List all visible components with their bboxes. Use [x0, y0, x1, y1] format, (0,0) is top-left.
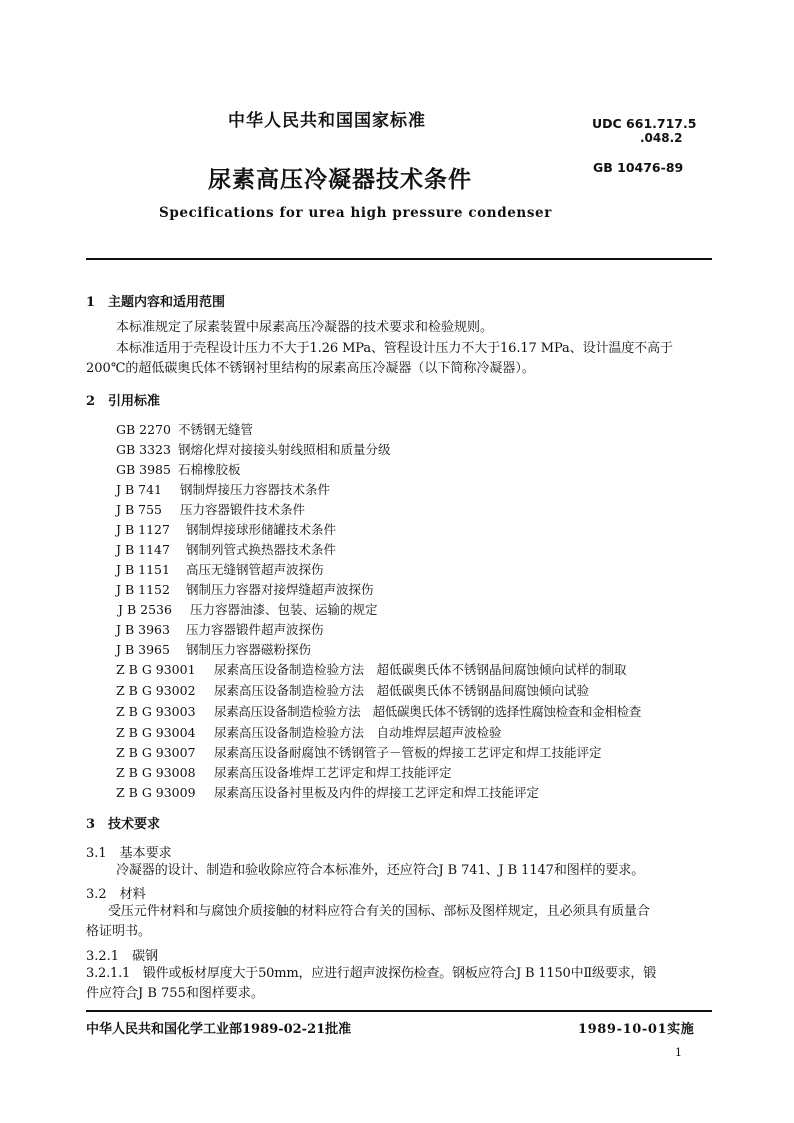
reference-title: 尿素高压设备制造检验方法 超低碳奥氏体不锈钢晶间腐蚀倾向试样的制取: [214, 662, 627, 677]
issuing-authority: 中华人民共和国国家标准: [228, 111, 426, 131]
reference-item: [116, 500, 305, 518]
reference-item: [116, 681, 589, 699]
udc-code-line2: .048.2: [640, 131, 683, 145]
reference-item: [116, 420, 253, 438]
reference-code: J B 2536: [118, 602, 172, 617]
reference-code: J B 1147: [116, 542, 170, 557]
reference-title: 压力容器锻件超声波探伤: [186, 622, 324, 637]
section-1-paragraph-2-line-2: 200℃的超低碳奥氏体不锈钢衬里结构的尿素高压冷凝器（以下简称冷凝器）。: [86, 361, 535, 376]
subsection-3-1-heading: 3.1 基本要求: [86, 846, 172, 861]
section-1-paragraph-2-line-1: 本标准适用于壳程设计压力不大于1.26 MPa、管程设计压力不大于16.17 MPa、设计温度不高于: [116, 341, 673, 356]
reference-item: [116, 460, 241, 478]
reference-item: [116, 743, 602, 761]
reference-item: [116, 723, 502, 741]
reference-item: [116, 480, 330, 498]
section-2-heading: 2 引用标准: [86, 394, 161, 409]
footer-divider: [86, 1010, 712, 1012]
header-divider: [86, 258, 712, 260]
document-title-cn: 尿素高压冷凝器技术条件: [208, 166, 472, 193]
reference-title: 尿素高压设备制造检验方法 自动堆焊层超声波检验: [214, 725, 502, 740]
reference-code: J B 1127: [116, 522, 170, 537]
reference-title: 钢制压力容器对接焊缝超声波探伤: [186, 582, 374, 597]
reference-title: 不锈钢无缝管: [178, 422, 254, 437]
reference-code: Z B G 93001: [116, 662, 196, 677]
reference-item: [116, 520, 336, 538]
reference-title: 尿素高压设备堆焊工艺评定和焊工技能评定: [214, 765, 452, 780]
reference-title: 尿素高压设备耐腐蚀不锈钢管子－管板的焊接工艺评定和焊工技能评定: [214, 745, 602, 760]
subsection-3-2-heading: 3.2 材料: [86, 887, 146, 902]
subsection-3-2-1-heading: 3.2.1 碳钢: [86, 949, 159, 964]
page-number: 1: [675, 1046, 682, 1059]
reference-item: [116, 440, 391, 458]
reference-item: [116, 620, 324, 638]
reference-code: Z B G 93002: [116, 683, 196, 698]
reference-code: J B 3963: [116, 622, 170, 637]
reference-item: [116, 580, 374, 598]
section-1-heading: 1 主题内容和适用范围: [86, 295, 226, 310]
reference-item: [116, 783, 539, 801]
subsection-3-2-text-line-2: 格证明书。: [86, 924, 152, 939]
clause-3-2-1-1-line-1: 3.2.1.1 锻件或板材厚度大于50mm，应进行超声波探伤检查。钢板应符合J B 1150中Ⅱ级要求，锻: [86, 966, 657, 981]
reference-item: [118, 600, 378, 618]
reference-code: Z B G 93003: [116, 704, 196, 719]
subsection-3-1-text: 冷凝器的设计、制造和验收除应符合本标准外，还应符合J B 741、J B 1147和图样的要求。: [116, 863, 645, 878]
reference-title: 钢熔化焊对接接头射线照相和质量分级: [178, 442, 391, 457]
reference-title: 压力容器油漆、包装、运输的规定: [190, 602, 378, 617]
subsection-3-2-text-line-1: 受压元件材料和与腐蚀介质接触的材料应符合有关的国标、部标及图样规定，且必须具有质量合: [108, 904, 650, 919]
reference-title: 高压无缝钢管超声波探伤: [186, 562, 324, 577]
reference-item: [116, 540, 336, 558]
reference-item: [116, 763, 452, 781]
reference-title: 钢制压力容器磁粉探伤: [186, 642, 312, 657]
reference-code: Z B G 93004: [116, 725, 196, 740]
reference-code: Z B G 93009: [116, 785, 196, 800]
reference-title: 钢制焊接球形储罐技术条件: [186, 522, 337, 537]
reference-title: 尿素高压设备衬里板及内件的焊接工艺评定和焊工技能评定: [214, 785, 540, 800]
reference-code: Z B G 93007: [116, 745, 196, 760]
document-title-en: Specifications for urea high pressure condenser: [159, 205, 552, 221]
reference-title: 钢制列管式换热器技术条件: [186, 542, 337, 557]
reference-item: [116, 702, 641, 720]
section-3-heading: 3 技术要求: [86, 817, 161, 832]
reference-code: J B 1151: [116, 562, 170, 577]
effective-date: 1989-10-01实施: [578, 1022, 695, 1037]
clause-3-2-1-1-line-2: 件应符合J B 755和图样要求。: [86, 986, 264, 1001]
reference-code: J B 3965: [116, 642, 170, 657]
reference-title: 尿素高压设备制造检验方法 超低碳奥氏体不锈钢晶间腐蚀倾向试验: [214, 683, 590, 698]
reference-title: 尿素高压设备制造检验方法 超低碳奥氏体不锈钢的选择性腐蚀检查和金相检查: [214, 704, 642, 719]
section-1-paragraph-1: 本标准规定了尿素装置中尿素高压冷凝器的技术要求和检验规则。: [116, 320, 494, 335]
udc-code-line1: UDC 661.717.5: [592, 116, 697, 131]
reference-code: J B 755: [116, 502, 163, 517]
reference-code: GB 3323: [116, 442, 171, 457]
standard-number: GB 10476-89: [593, 160, 684, 175]
reference-code: J B 1152: [116, 582, 170, 597]
reference-code: J B 741: [116, 482, 163, 497]
approval-date: 中华人民共和国化学工业部1989-02-21批准: [86, 1022, 352, 1037]
reference-code: GB 2270: [116, 422, 171, 437]
reference-code: GB 3985: [116, 462, 171, 477]
reference-item: [116, 560, 324, 578]
reference-title: 钢制焊接压力容器技术条件: [180, 482, 331, 497]
reference-title: 压力容器锻件技术条件: [180, 502, 306, 517]
reference-item: [116, 660, 627, 678]
reference-title: 石棉橡胶板: [178, 462, 241, 477]
reference-code: Z B G 93008: [116, 765, 196, 780]
reference-item: [116, 640, 311, 658]
